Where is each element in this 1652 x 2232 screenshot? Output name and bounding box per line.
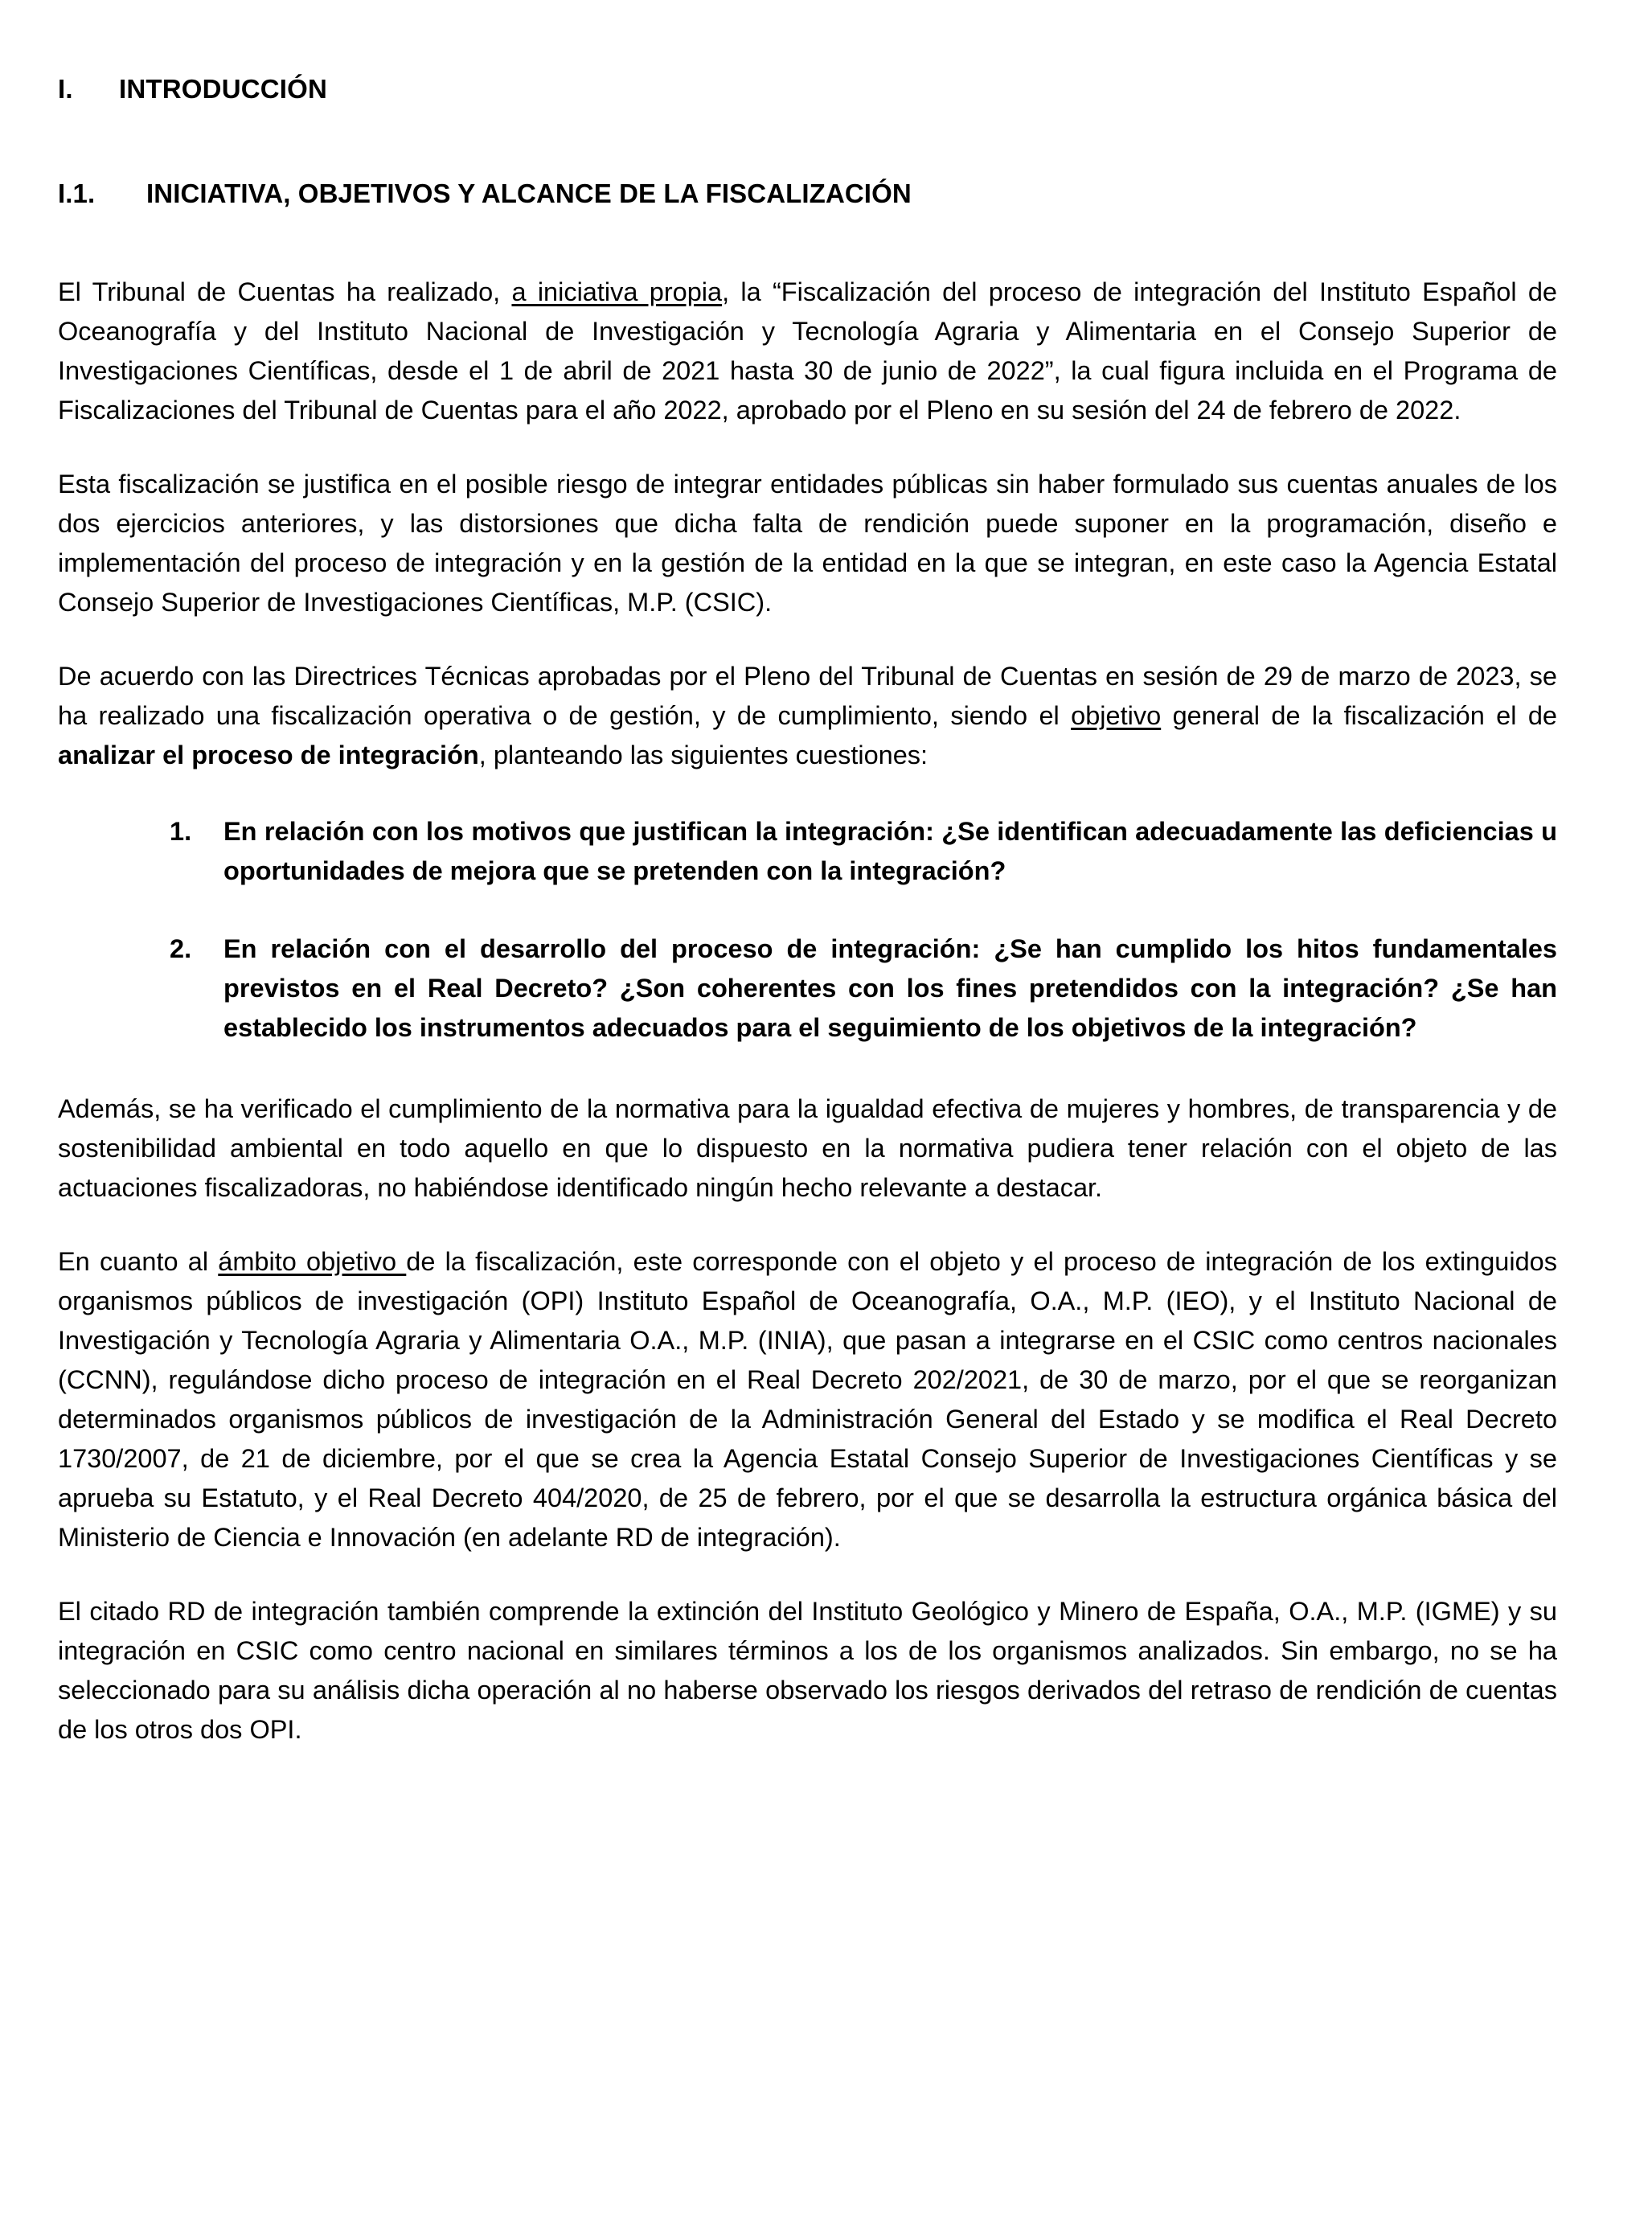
section-title: INTRODUCCIÓN bbox=[119, 74, 328, 104]
paragraph-1-part1: El Tribunal de Cuentas ha realizado, bbox=[58, 277, 512, 306]
paragraph-5-part1: En cuanto al bbox=[58, 1247, 219, 1276]
question-list bbox=[58, 812, 1557, 1048]
document-content bbox=[58, 74, 1557, 1750]
paragraph-3 bbox=[58, 657, 1557, 775]
paragraph-3-part1: De acuerdo con las Directrices Técnicas aprobadas por el Pleno del Tribunal de Cuentas en sesión de 29 de marzo de 2023, se ha realizado una fiscalización operativa o de gestión, y de cumplimiento, siendo el bbox=[58, 662, 1557, 730]
section-heading bbox=[58, 74, 1557, 105]
subsection-title: INICIATIVA, OBJETIVOS Y ALCANCE DE LA FISCALIZACIÓN bbox=[146, 178, 912, 208]
paragraph-3-part2: general de la fiscalización el de bbox=[1161, 701, 1557, 730]
paragraph-3-part3: , planteando las siguientes cuestiones: bbox=[478, 741, 928, 769]
subsection-number: I.1. bbox=[58, 178, 96, 208]
list-item-text: En relación con los motivos que justifican la integración: ¿Se identifican adecuadamente las deficiencias u oportunidades de mejora que se pretenden con la integración? bbox=[223, 817, 1557, 885]
paragraph-5 bbox=[58, 1242, 1557, 1557]
paragraph-6: El citado RD de integración también comprende la extinción del Instituto Geológico y Minero de España, O.A., M.P. (IGME) y su integración en CSIC como centro nacional en similares términos a los de los organismos analizados. Sin embargo, no se ha seleccionado para su análisis dicha operación al no haberse observado los riesgos derivados del retraso de rendición de cuentas de los otros dos OPI. bbox=[58, 1597, 1557, 1744]
list-item bbox=[170, 929, 1557, 1048]
paragraph-3-bold: analizar el proceso de integración bbox=[58, 741, 479, 769]
subsection-heading bbox=[58, 178, 1557, 209]
list-item-marker: 1. bbox=[170, 817, 192, 846]
list-item-marker: 2. bbox=[170, 934, 192, 963]
paragraph-2: Esta fiscalización se justifica en el posible riesgo de integrar entidades públicas sin haber formulado sus cuentas anuales de los dos ejercicios anteriores, y las distorsiones que dicha falta de rendición puede suponer en la programación, diseño e implementación del proceso de integración y en la gestión de la entidad en la que se integran, en este caso la Agencia Estatal Consejo Superior de Investigaciones Científicas, M.P. (CSIC). bbox=[58, 470, 1557, 617]
paragraph-1-part2: , la “Fiscalización del proceso de integración del Instituto Español de Oceanografía y del Instituto Nacional de Investigación y Tecnología Agraria y Alimentaria en el Consejo Superior de Investigaciones Científicas, desde el 1 de abril de 2021 hasta 30 de junio de 2022”, la cual figura incluida en el Programa de Fiscalizaciones del Tribunal de Cuentas para el año 2022, aprobado por el Pleno en su sesión del 24 de febrero de 2022. bbox=[58, 277, 1557, 425]
list-item-text: En relación con el desarrollo del proceso de integración: ¿Se han cumplido los hitos fundamentales previstos en el Real Decreto? ¿Son coherentes con los fines pretendidos con la integración? ¿Se han establecido los instrumentos adecuados para el seguimiento de los objetivos de la integración? bbox=[223, 934, 1557, 1042]
paragraph-1 bbox=[58, 273, 1557, 430]
paragraph-4: Además, se ha verificado el cumplimiento de la normativa para la igualdad efectiva de mujeres y hombres, de transparencia y de sostenibilidad ambiental en todo aquello en que lo dispuesto en la normativa pudiera tener relación con el objeto de las actuaciones fiscalizadoras, no habiéndose identificado ningún hecho relevante a destacar. bbox=[58, 1094, 1557, 1202]
section-number: I. bbox=[58, 74, 73, 104]
paragraph-5-underlined: ámbito objetivo bbox=[218, 1247, 407, 1276]
paragraph-3-underlined: objetivo bbox=[1071, 701, 1162, 730]
paragraph-5-part2: de la fiscalización, este corresponde con el objeto y el proceso de integración de los extinguidos organismos públicos de investigación (OPI) Instituto Español de Oceanografía, O.A., M.P. (IEO), y el Instituto Nacional de Investigación y Tecnología Agraria y Alimentaria O.A., M.P. (INIA), que pasan a integrarse en el CSIC como centros nacionales (CCNN), regulándose dicho proceso de integración en el Real Decreto 202/2021, de 30 de marzo, por el que se reorganizan determinados organismos públicos de investigación de la Administración General del Estado y se modifica el Real Decreto 1730/2007, de 21 de diciembre, por el que se crea la Agencia Estatal Consejo Superior de Investigaciones Científicas y se aprueba su Estatuto, y el Real Decreto 404/2020, de 25 de febrero, por el que se desarrolla la estructura orgánica básica del Ministerio de Ciencia e Innovación (en adelante RD de integración). bbox=[58, 1247, 1557, 1552]
paragraph-1-underlined: a iniciativa propia bbox=[511, 277, 723, 306]
list-item bbox=[170, 812, 1557, 891]
